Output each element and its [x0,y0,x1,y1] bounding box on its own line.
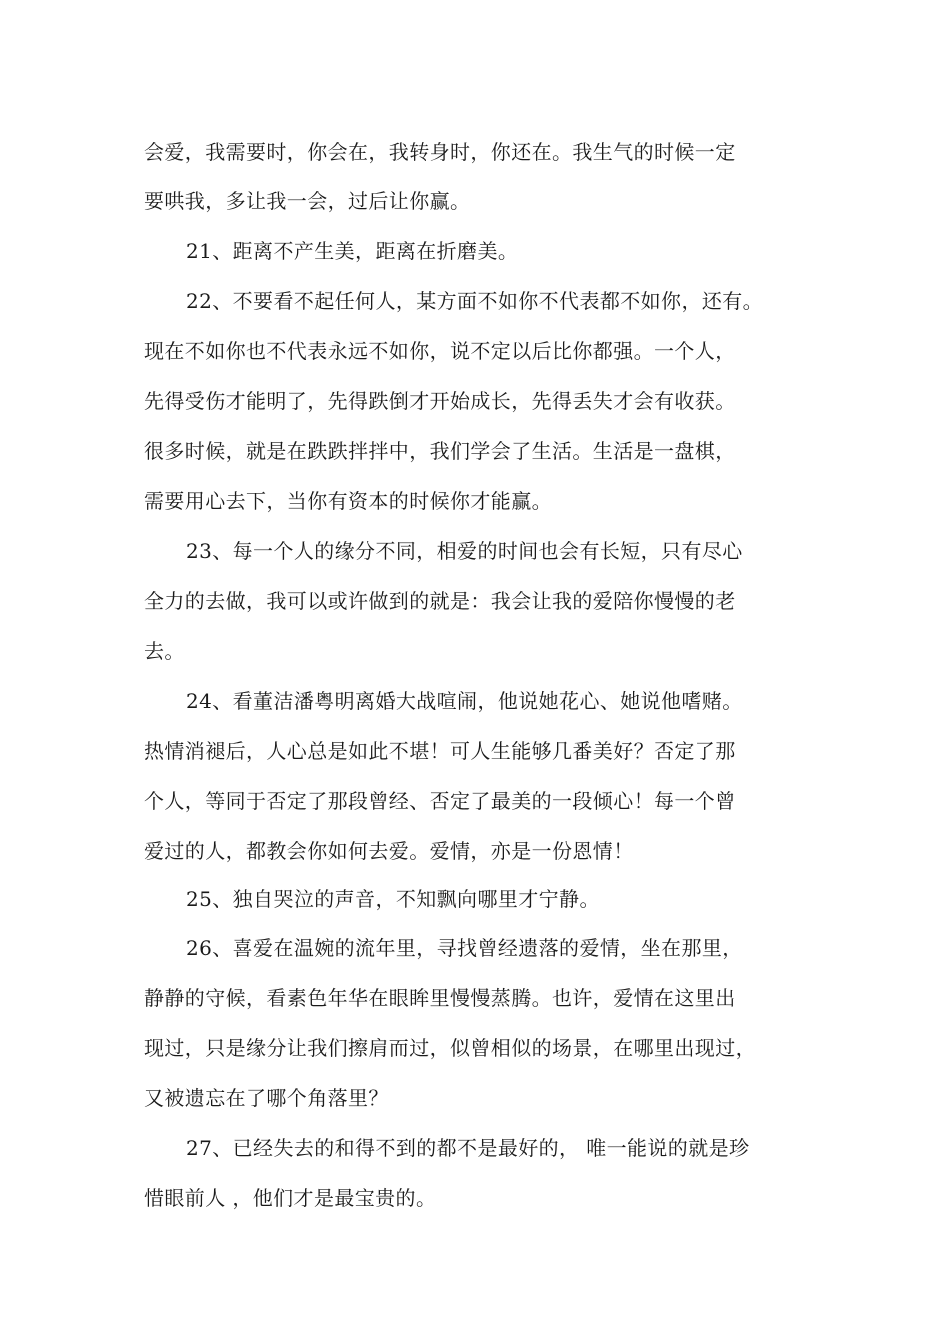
text-line: 22、不要看不起任何人，某方面不如你不代表都不如你，还有。 [186,289,764,313]
text-line: 26、喜爱在温婉的流年里，寻找曾经遗落的爱情，坐在那里， [186,936,743,960]
text-line: 现过，只是缘分让我们擦肩而过，似曾相似的场景，在哪里出现过， [144,1036,756,1060]
text-line: 21、距离不产生美，距离在折磨美。 [186,239,519,263]
text-line: 很多时候，就是在跌跌拌拌中，我们学会了生活。生活是一盘棋， [144,439,736,463]
text-line: 24、看董洁潘粤明离婚大战喧闹，他说她花心、她说他嗜赌。 [186,689,743,713]
text-line: 先得受伤才能明了，先得跌倒才开始成长，先得丢失才会有收获。 [144,389,736,413]
text-line: 现在不如你也不代表永远不如你，说不定以后比你都强。一个人， [144,339,736,363]
text-line: 会爱，我需要时，你会在，我转身时，你还在。我生气的时候一定 [144,140,736,164]
text-line: 静静的守候，看素色年华在眼眸里慢慢蒸腾。也许，爱情在这里出 [144,986,736,1010]
text-line: 全力的去做，我可以或许做到的就是：我会让我的爱陪你慢慢的老 [144,589,736,613]
text-line: 惜眼前人 ，他们才是最宝贵的。 [144,1186,437,1210]
text-line: 热情消褪后，人心总是如此不堪！可人生能够几番美好？否定了那 [144,739,736,763]
text-line: 要哄我，多让我一会，过后让你赢。 [144,189,471,213]
text-line: 爱过的人，都教会你如何去爱。爱情，亦是一份恩情！ [144,839,634,863]
text-line: 25、独自哭泣的声音，不知飘向哪里才宁静。 [186,887,600,911]
text-line: 23、每一个人的缘分不同，相爱的时间也会有长短，只有尽心 [186,539,743,563]
text-line: 需要用心去下，当你有资本的时候你才能赢。 [144,489,552,513]
text-line: 去。 [144,639,185,663]
text-line: 个人，等同于否定了那段曾经、否定了最美的一段倾心！每一个曾 [144,789,736,813]
text-line: 27、已经失去的和得不到的都不是最好的， 唯一能说的就是珍 [186,1136,750,1160]
text-line: 又被遗忘在了哪个角落里？ [144,1086,389,1110]
